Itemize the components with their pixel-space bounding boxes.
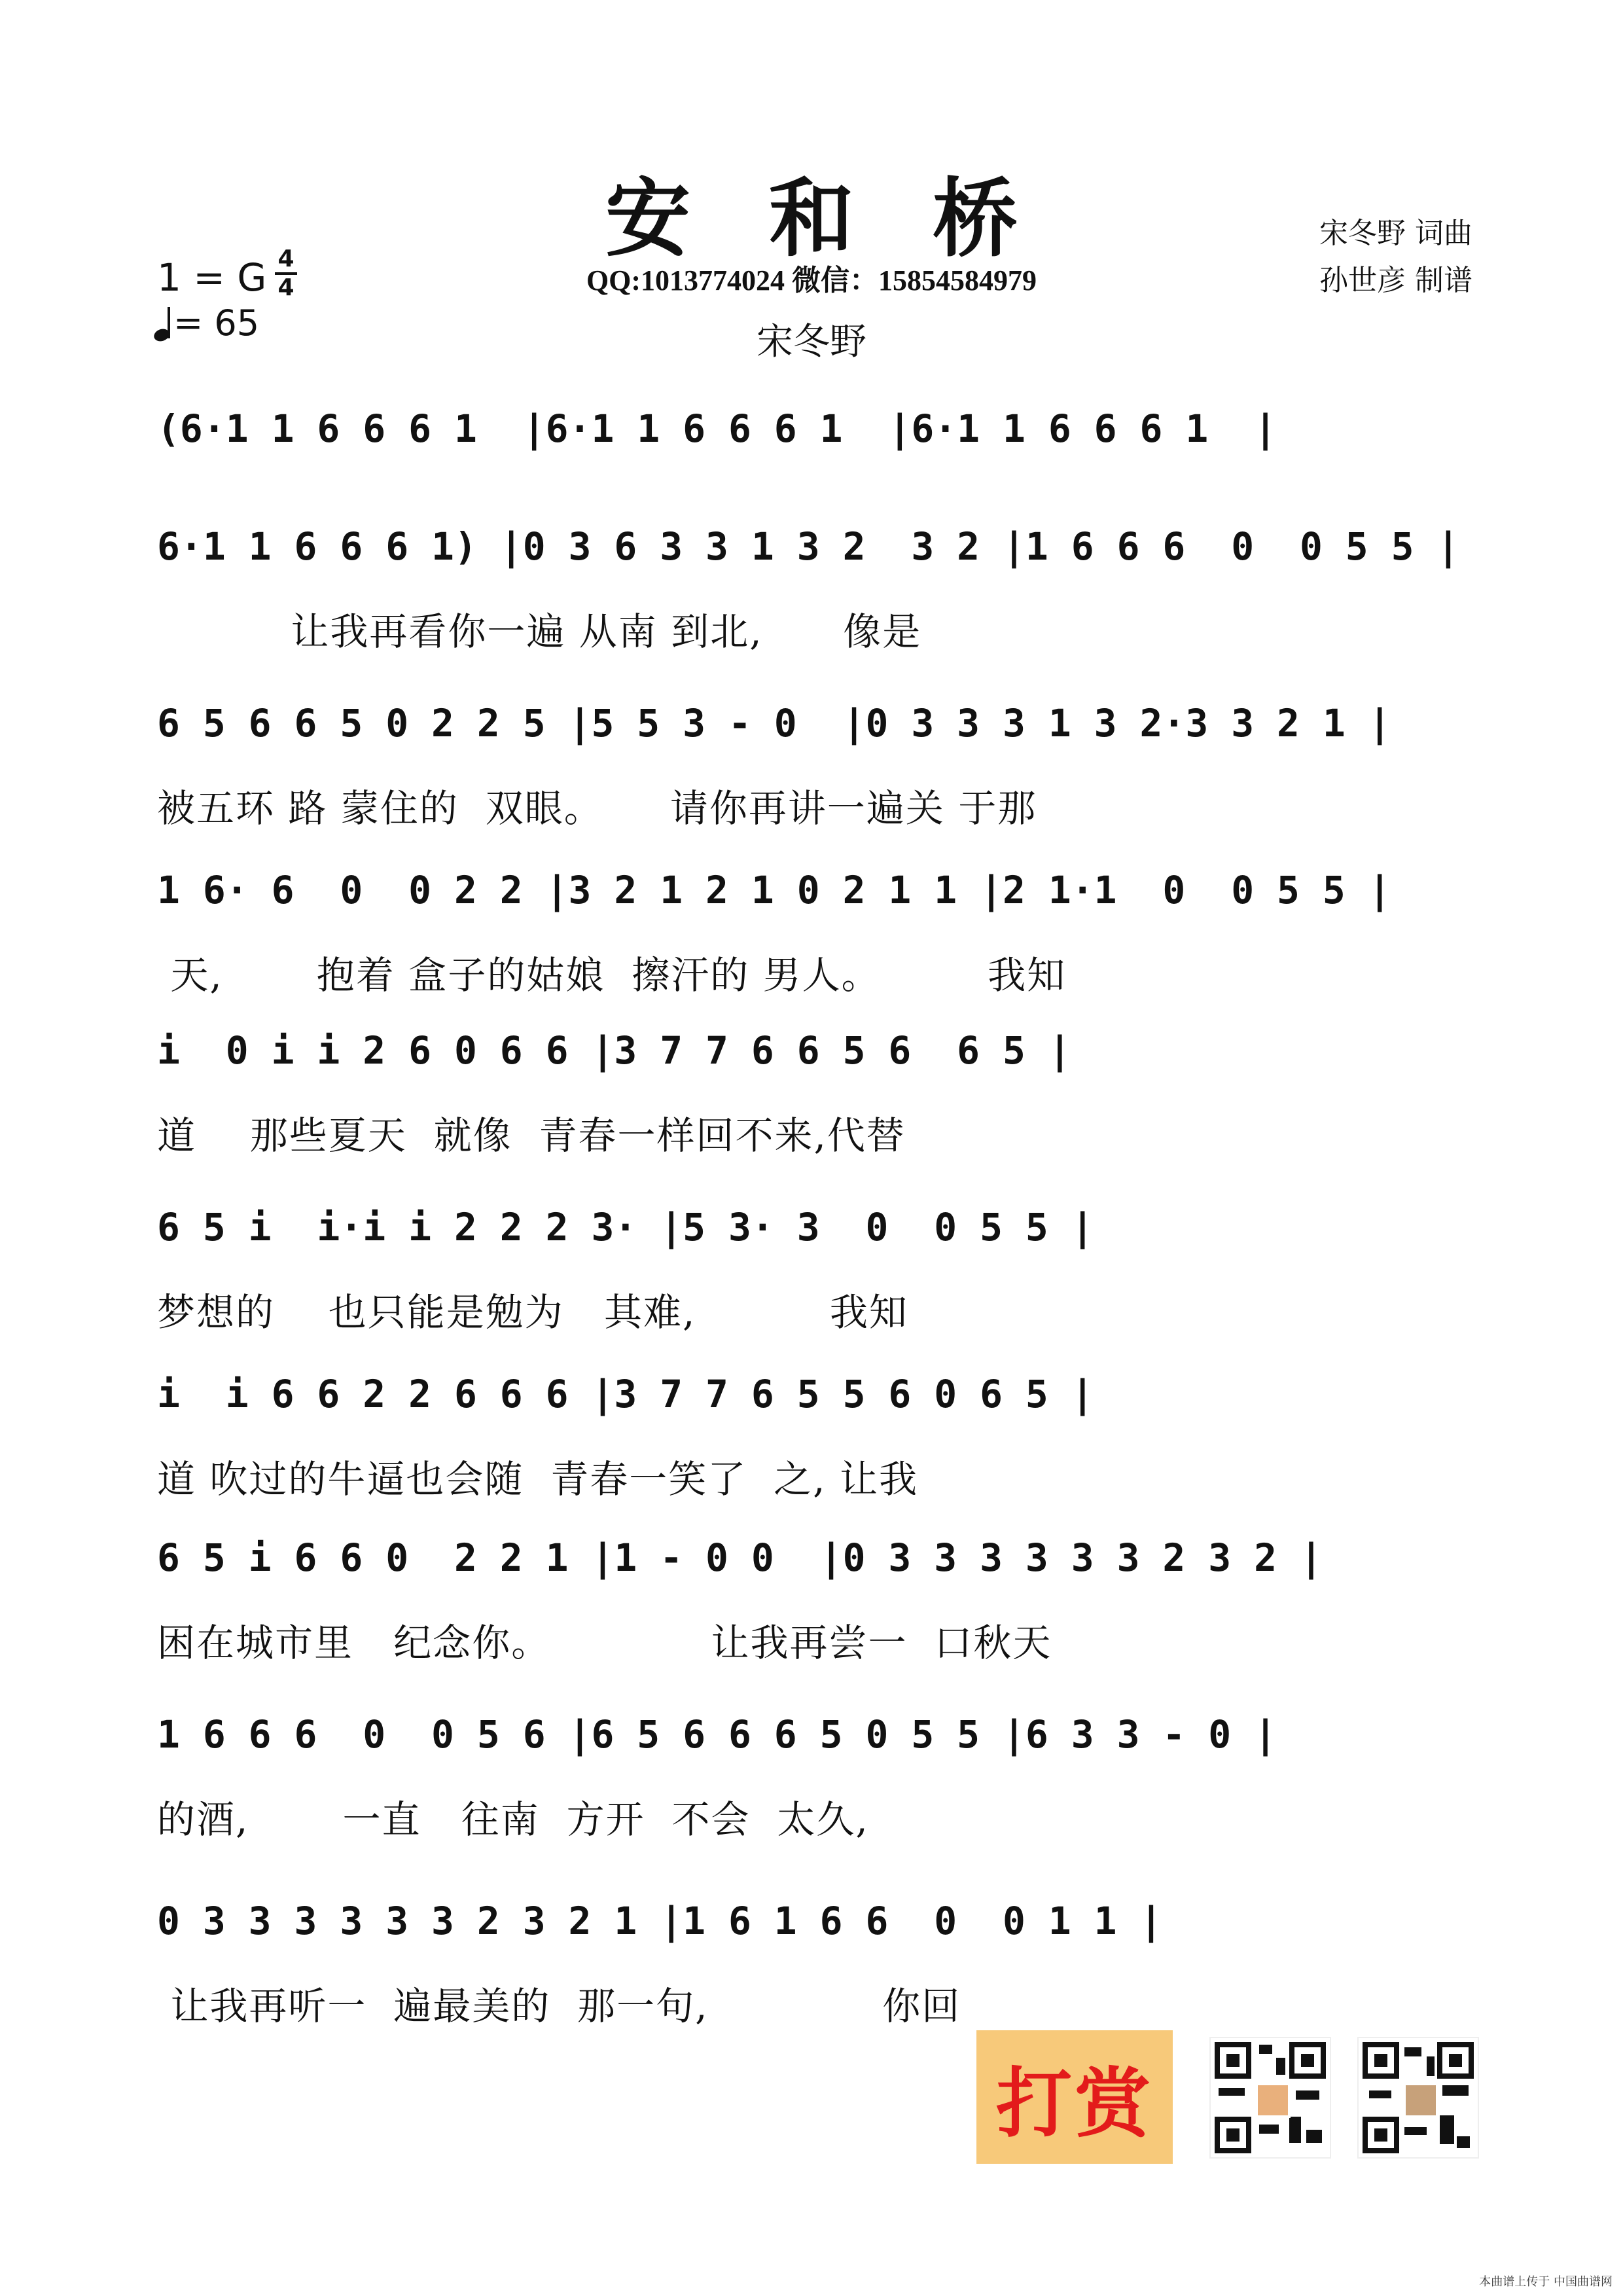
wechat-qr-code-icon	[1209, 2037, 1331, 2159]
lyrics-line: 天, 抱着 盒子的姑娘 擦汗的 男人。 我知	[157, 953, 1067, 997]
notation-line: 1 6· 6 0 0 2 2 |3 2 1 2 1 0 2 1 1 |2 1·1 0 0 5 5 |	[157, 868, 1391, 912]
notation-line: 6 5 6 6 5 0 2 2 5 |5 5 3 - 0 |0 3 3 3 1 3 2·3 3 2 1 |	[157, 701, 1391, 745]
notation-line: 6·1 1 6 6 6 1) |0 3 6 3 3 1 3 2 3 2 |1 6 6 6 0 0 5 5 |	[157, 524, 1460, 569]
contact-info: QQ:1013774024 微信：15854584979	[586, 264, 1037, 296]
lyrics-line: 梦想的 也只能是勉为 其难, 我知	[157, 1290, 908, 1335]
quarter-note-icon	[154, 307, 173, 344]
tempo-marking	[154, 302, 259, 344]
notation-line: 6 5 i i·i i 2 2 2 3· |5 3· 3 0 0 5 5 |	[157, 1205, 1094, 1249]
lyrics-line: 被五环 路 蒙住的 双眼。 请你再讲一遍关 于那	[157, 786, 1037, 831]
tempo-value: = 65	[173, 302, 260, 344]
notation-line: 0 3 3 3 3 3 3 2 3 2 1 |1 6 1 6 6 0 0 1 1 |	[157, 1899, 1163, 1943]
lyrics-composer-credit: 宋冬野 词曲	[1319, 217, 1472, 250]
notation-line: (6·1 1 6 6 6 1 |6·1 1 6 6 6 1 |6·1 1 6 6 6 1 |	[157, 406, 1277, 451]
lyrics-line: 的酒, 一直 往南 方开 不会 太久,	[157, 1797, 869, 1842]
notation-line: i 0 i i 2 6 0 6 6 |3 7 7 6 6 5 6 6 5 |	[157, 1028, 1071, 1073]
notation-line: 1 6 6 6 0 0 5 6 |6 5 6 6 6 5 0 5 5 |6 3 3 - 0 |	[157, 1712, 1277, 1757]
source-footer: 本曲谱上传于 中国曲谱网	[1479, 2275, 1613, 2289]
lyrics-line: 道 那些夏天 就像 青春一样回不来,代替	[157, 1113, 906, 1158]
reward-button[interactable]	[976, 2030, 1173, 2164]
alipay-qr-code-icon	[1357, 2037, 1479, 2159]
performer-name: 宋冬野	[757, 321, 866, 363]
notation-line: i i 6 6 2 2 6 6 6 |3 7 7 6 5 5 6 0 6 5 |	[157, 1372, 1094, 1416]
transcriber-credit: 孙世彦 制谱	[1319, 264, 1472, 297]
lyrics-line: 让我再听一 遍最美的 那一句, 你回	[157, 1984, 961, 2028]
lyrics-line: 让我再看你一遍 从南 到北, 像是	[157, 609, 922, 654]
lyrics-line: 道 吹过的牛逼也会随 青春一笑了 之, 让我	[157, 1457, 919, 1501]
notation-line: 6 5 i 6 6 0 2 2 1 |1 - 0 0 |0 3 3 3 3 3 3 2 3 2 |	[157, 1535, 1323, 1580]
time-numerator: 4	[277, 245, 294, 272]
key-signature: 1 = G	[157, 255, 267, 300]
time-signature	[275, 247, 297, 300]
lyrics-line: 困在城市里 纪念你。 让我再尝一 口秋天	[157, 1621, 1052, 1665]
song-title: 安和桥	[605, 168, 1096, 268]
reward-label: 打赏	[996, 2059, 1153, 2148]
time-denominator: 4	[277, 274, 294, 301]
